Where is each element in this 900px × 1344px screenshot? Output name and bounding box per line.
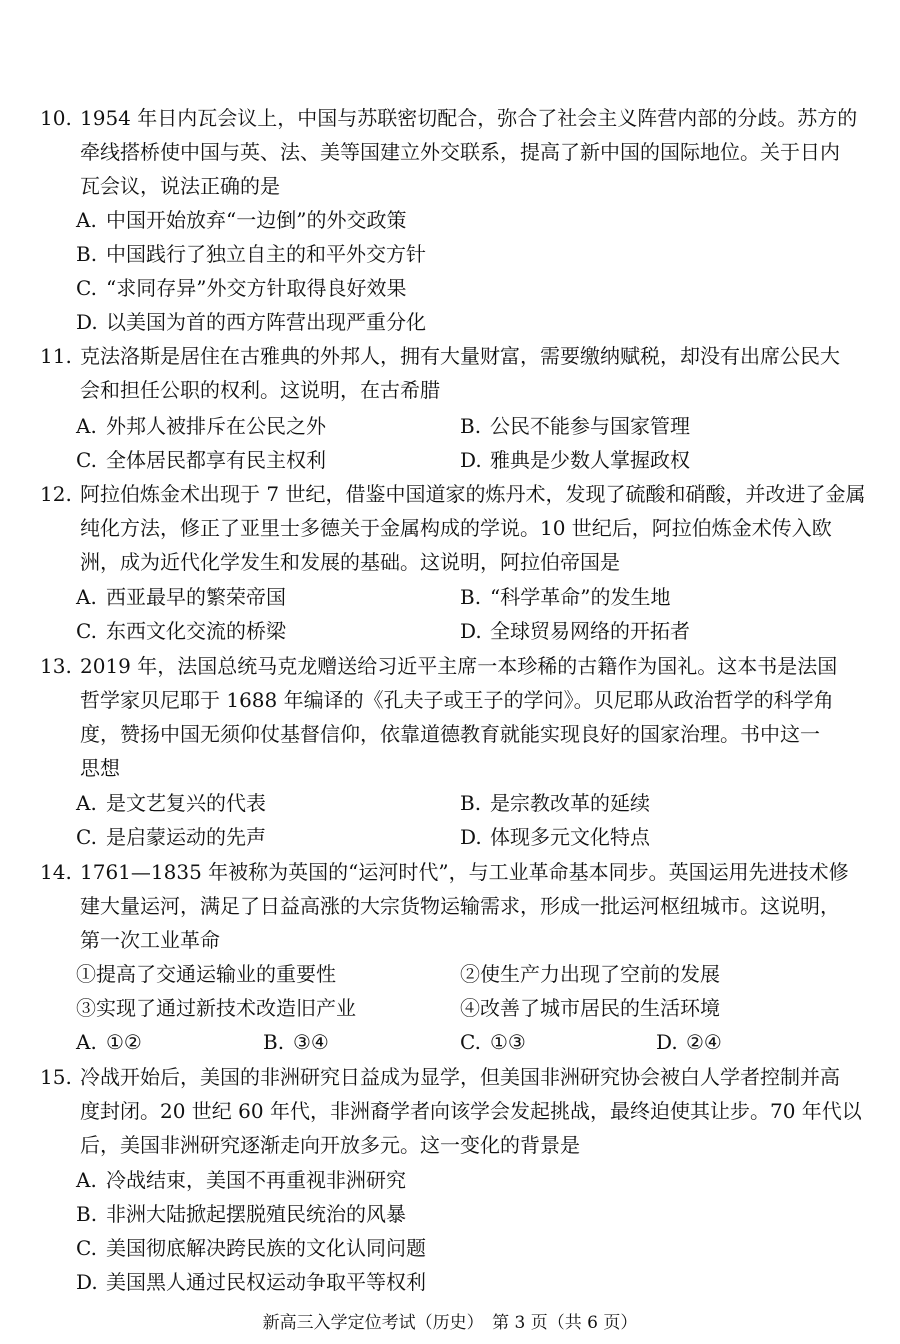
question-stem-line: 13. 2019 年，法国总统马克龙赠送给习近平主席一本珍稀的古籍作为国礼。这本书是法国: [40, 654, 838, 678]
question-stem-line: 洲，成为近代化学发生和发展的基础。这说明，阿拉伯帝国是: [80, 550, 620, 574]
option-a[interactable]: A. ①②: [76, 1030, 142, 1054]
statement-4: ④改善了城市居民的生活环境: [460, 996, 720, 1020]
option-c[interactable]: C. 东西文化交流的桥梁: [76, 619, 286, 643]
question-number: 15.: [40, 1065, 72, 1089]
option-a[interactable]: A. 中国开始放弃“一边倒”的外交政策: [76, 208, 407, 232]
option-b[interactable]: B. 中国践行了独立自主的和平外交方针: [76, 242, 426, 266]
option-d[interactable]: D. 体现多元文化特点: [460, 825, 650, 849]
option-c[interactable]: C. 是启蒙运动的先声: [76, 825, 266, 849]
option-d[interactable]: D. 以美国为首的西方阵营出现严重分化: [76, 310, 426, 334]
question-stem-line: 11. 克法洛斯是居住在古雅典的外邦人，拥有大量财富，需要缴纳赋税，却没有出席公民大: [40, 344, 840, 368]
question-stem-line: 建大量运河，满足了日益高涨的大宗货物运输需求，形成一批运河枢纽城市。这说明，: [80, 894, 840, 918]
page-footer: 新高三入学定位考试（历史） 第 3 页（共 6 页）: [262, 1313, 638, 1333]
question-stem-line: 10. 1954 年日内瓦会议上，中国与苏联密切配合，弥合了社会主义阵营内部的分歧。苏方的: [40, 106, 858, 130]
question-stem-line: 哲学家贝尼耶于 1688 年编译的《孔夫子或王子的学问》。贝尼耶从政治哲学的科学角: [80, 688, 834, 712]
question-stem-line: 纯化方法，修正了亚里士多德关于金属构成的学说。10 世纪后，阿拉伯炼金术传入欧: [80, 516, 832, 540]
question-stem-line: 度封闭。20 世纪 60 年代，非洲裔学者向该学会发起挑战，最终迫使其让步。70 年代以: [80, 1099, 862, 1123]
option-a[interactable]: A. 西亚最早的繁荣帝国: [76, 585, 286, 609]
option-d[interactable]: D. 雅典是少数人掌握政权: [460, 448, 690, 472]
option-a[interactable]: A. 冷战结束，美国不再重视非洲研究: [76, 1168, 406, 1192]
question-stem-line: 后，美国非洲研究逐渐走向开放多元。这一变化的背景是: [80, 1133, 580, 1157]
option-a[interactable]: A. 外邦人被排斥在公民之外: [76, 414, 326, 438]
option-c[interactable]: C. ①③: [460, 1030, 526, 1054]
option-c[interactable]: C. 全体居民都享有民主权利: [76, 448, 326, 472]
question-stem-line: 思想: [80, 756, 120, 780]
question-stem-line: 14. 1761—1835 年被称为英国的“运河时代”，与工业革命基本同步。英国运用先进技术修: [40, 860, 849, 884]
option-b[interactable]: B. 是宗教改革的延续: [460, 791, 650, 815]
option-c[interactable]: C. 美国彻底解决跨民族的文化认同问题: [76, 1236, 426, 1260]
question-stem-line: 12. 阿拉伯炼金术出现于 7 世纪，借鉴中国道家的炼丹术，发现了硫酸和硝酸，并改进了金属: [40, 482, 866, 506]
question-number: 14.: [40, 860, 72, 884]
question-number: 13.: [40, 654, 72, 678]
question-number: 11.: [40, 344, 72, 368]
option-c[interactable]: C. “求同存异”外交方针取得良好效果: [76, 276, 407, 300]
question-stem-line: 第一次工业革命: [80, 928, 220, 952]
question-number: 10.: [40, 106, 72, 130]
option-b[interactable]: B. ③④: [263, 1030, 329, 1054]
question-stem-line: 牵线搭桥使中国与英、法、美等国建立外交联系，提高了新中国的国际地位。关于日内: [80, 140, 840, 164]
option-d[interactable]: D. 美国黑人通过民权运动争取平等权利: [76, 1270, 426, 1294]
option-d[interactable]: D. 全球贸易网络的开拓者: [460, 619, 690, 643]
statement-3: ③实现了通过新技术改造旧产业: [76, 996, 356, 1020]
statement-1: ①提高了交通运输业的重要性: [76, 962, 336, 986]
option-d[interactable]: D. ②④: [656, 1030, 722, 1054]
question-number: 12.: [40, 482, 72, 506]
option-b[interactable]: B. “科学革命”的发生地: [460, 585, 671, 609]
question-stem-line: 度，赞扬中国无须仰仗基督信仰，依靠道德教育就能实现良好的国家治理。书中这一: [80, 722, 820, 746]
option-b[interactable]: B. 非洲大陆掀起摆脱殖民统治的风暴: [76, 1202, 406, 1226]
option-b[interactable]: B. 公民不能参与国家管理: [460, 414, 690, 438]
option-a[interactable]: A. 是文艺复兴的代表: [76, 791, 266, 815]
question-stem-line: 会和担任公职的权利。这说明，在古希腊: [80, 378, 440, 402]
question-stem-line: 15. 冷战开始后，美国的非洲研究日益成为显学，但美国非洲研究协会被白人学者控制并高: [40, 1065, 840, 1089]
statement-2: ②使生产力出现了空前的发展: [460, 962, 720, 986]
question-stem-line: 瓦会议，说法正确的是: [80, 174, 280, 198]
